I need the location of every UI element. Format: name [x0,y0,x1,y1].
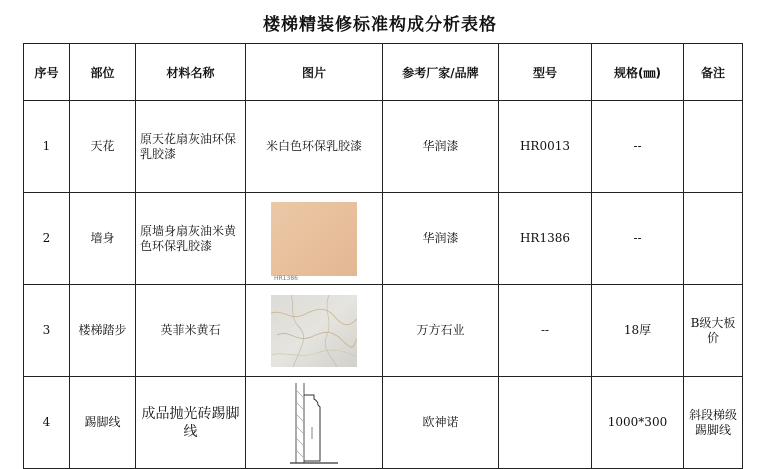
cell-picture [246,193,383,285]
header-part: 部位 [70,44,136,101]
cell-note [684,101,743,193]
skirting-drawing [284,381,344,465]
cell-picture [246,377,383,469]
paint-swatch-image [271,202,357,282]
header-material: 材料名称 [136,44,246,101]
header-picture: 图片 [246,44,383,101]
table-row [24,285,743,377]
header-model: 型号 [499,44,592,101]
table-row [24,377,743,469]
cell-picture-text: 米白色环保乳胶漆 [246,101,383,193]
cell-spec: 1000*300 [592,377,684,469]
material-table [23,43,743,469]
cell-brand: 万方石业 [383,285,499,377]
cell-material: 成品抛光砖踢脚线 [136,377,246,469]
cell-brand: 华润漆 [383,101,499,193]
header-no: 序号 [24,44,70,101]
cell-part: 天花 [70,101,136,193]
cell-spec: -- [592,101,684,193]
cell-model: HR0013 [499,101,592,193]
header-spec: 规格(㎜) [592,44,684,101]
cell-model [499,377,592,469]
cell-brand: 华润漆 [383,193,499,285]
page-title: 楼梯精装修标准构成分析表格 [263,15,497,35]
cell-model: -- [499,285,592,377]
header-brand: 参考厂家/品牌 [383,44,499,101]
cell-material: 原墙身扇灰油米黄色环保乳胶漆 [136,193,246,285]
table-row [24,193,743,285]
cell-part: 墙身 [70,193,136,285]
cell-note: B级大板价 [684,285,743,377]
header-row [24,44,743,101]
cell-note: 斜段梯级踢脚线 [684,377,743,469]
header-note: 备注 [684,44,743,101]
cell-model: HR1386 [499,193,592,285]
cell-material: 原天花扇灰油环保乳胶漆 [136,101,246,193]
table-row [24,101,743,193]
cell-no: 2 [24,193,70,285]
cell-no: 3 [24,285,70,377]
cell-note [684,193,743,285]
marble-image [271,295,357,367]
swatch-code: HR1386 [274,274,298,282]
cell-picture [246,285,383,377]
cell-spec: -- [592,193,684,285]
cell-no: 1 [24,101,70,193]
cell-no: 4 [24,377,70,469]
cell-material: 英菲米黄石 [136,285,246,377]
cell-brand: 欧神诺 [383,377,499,469]
cell-part: 踢脚线 [70,377,136,469]
cell-part: 楼梯踏步 [70,285,136,377]
cell-spec: 18厚 [592,285,684,377]
